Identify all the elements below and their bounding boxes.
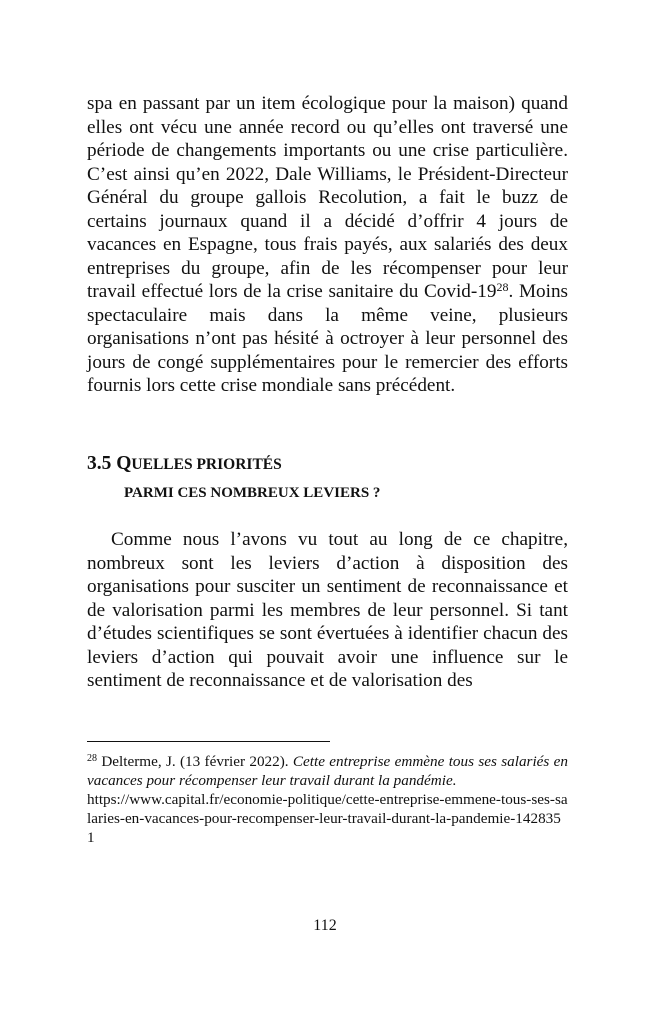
footnote-author-date: Delterme, J. (13 février 2022). bbox=[101, 753, 289, 770]
footnote-reference: 28 bbox=[496, 280, 509, 294]
page-number: 112 bbox=[313, 917, 337, 934]
paragraph-text: spa en passant par un item écologique pour la maison) quand elles ont vécu une année record ou qu’elles ont traversé une période de changements importants ou une crise particulière. C’est ainsi qu’en 2022, Dale Williams, le Président-Directeur Général du groupe gallois Recolution, a fait le buzz de certains journaux quand il a décidé d’offrir 4 jours de vacances en Espagne, tous frais payés, aux salariés des deux entreprises du groupe, afin de les récompenser pour leur travail effectué lors de la crise sanitaire du Covid-19 bbox=[87, 93, 568, 302]
paragraph-text-continued: . Moins spectaculaire mais dans la même veine, plusieurs organisations n’ont pas hésité à octroyer à leur personnel des jours de congé supplémentaires pour le remercier des efforts fournis lors cette crise mondiale sans précédent. bbox=[87, 281, 569, 396]
section-number: 3.5 bbox=[87, 453, 112, 474]
footnote-title: Cette entreprise emmène tous ses salariés en vacances pour récompenser leur travail durant la pandémie. bbox=[87, 753, 568, 789]
heading-line1: UELLES PRIORITÉS bbox=[131, 456, 282, 473]
heading-line2: PARMI CES NOMBREUX LEVIERS ? bbox=[124, 485, 381, 501]
paragraph-text: Comme nous l’avons vu tout au long de ce chapitre, nombreux sont les leviers d’action à disposition des organisations pour susciter un sentiment de reconnaissance et de valorisation parmi les membres de leur personnel. Si tant d’études scientifiques se sont évertuées à identifier chacun des leviers d’action qui pouvait avoir une influence sur le sentiment de reconnaissance et de valorisation des bbox=[87, 529, 568, 691]
heading-initial: Q bbox=[116, 453, 132, 474]
footnote bbox=[87, 752, 568, 847]
footnote-url[interactable]: https://www.capital.fr/economie-politique/cette-entreprise-emmene-tous-ses-salaries-en-vacances-pour-recompenser-leur-travail-durant-la-pandemie-1428351 bbox=[87, 791, 568, 846]
paragraph bbox=[87, 528, 568, 693]
paragraph-continued bbox=[87, 92, 568, 398]
footnote-separator bbox=[87, 741, 330, 742]
footnote-number: 28 bbox=[87, 753, 97, 764]
section-heading bbox=[87, 450, 568, 507]
